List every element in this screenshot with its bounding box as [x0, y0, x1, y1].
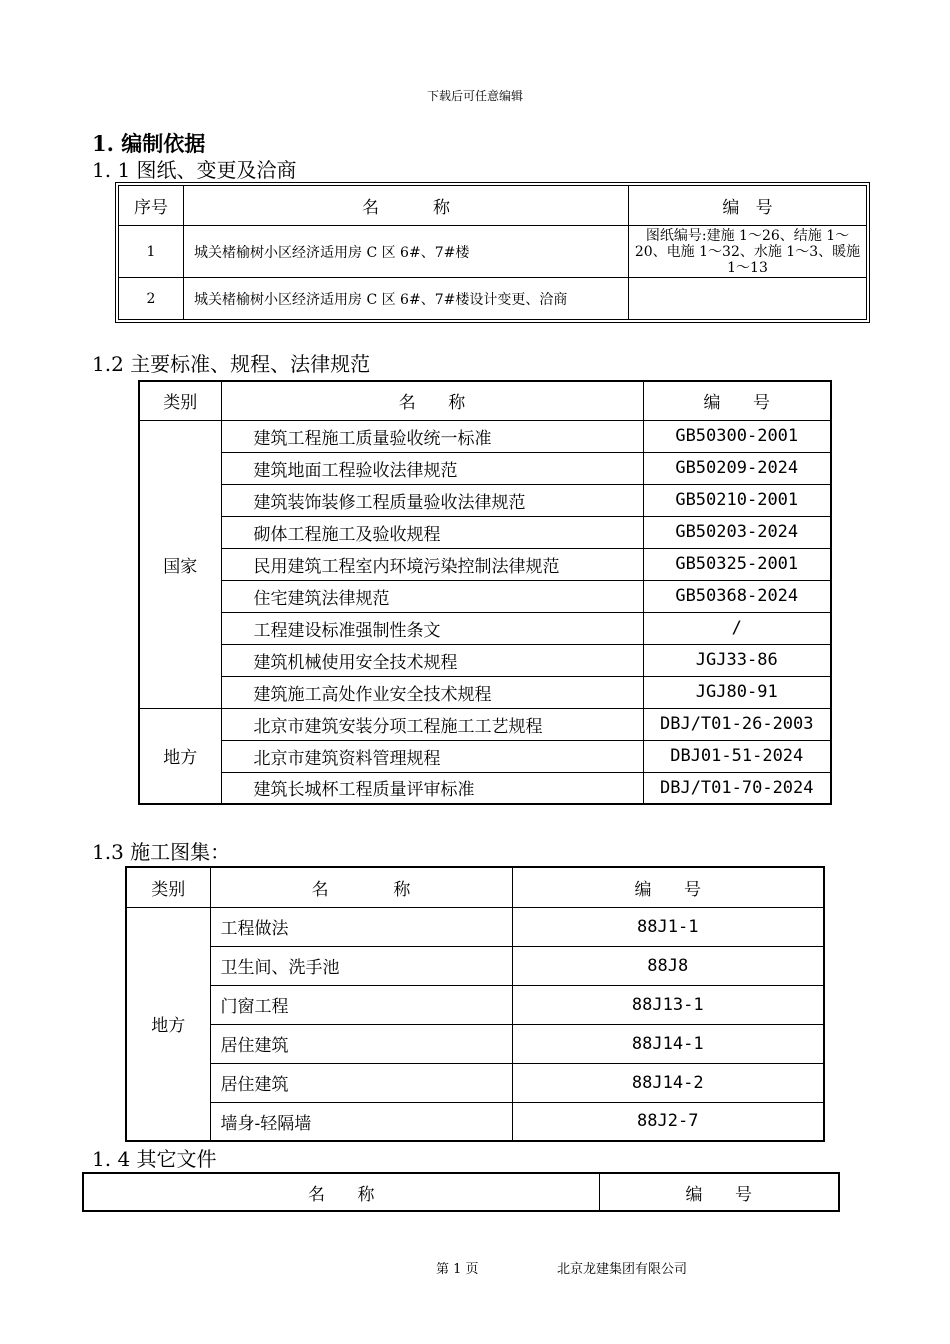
- row-name: 建筑地面工程验收法律规范: [221, 452, 643, 484]
- row-code: DBJ01-51-2024: [643, 740, 831, 772]
- row-code: JGJ33-86: [643, 644, 831, 676]
- row-code: /: [643, 612, 831, 644]
- header-cell: 编 号: [599, 1173, 839, 1211]
- row-code: 图纸编号:建施 1～26、结施 1～20、电施 1～32、水施 1～3、暖施 1～13: [629, 226, 867, 278]
- table-row: [126, 946, 824, 985]
- header-cell: 编 号: [643, 381, 831, 420]
- row-code: 88J8: [512, 946, 824, 985]
- subsection-title-1-2: 1.2 主要标准、规程、法律规范: [92, 352, 371, 376]
- row-name: 工程建设标准强制性条文: [221, 612, 643, 644]
- company-name: 北京龙建集团有限公司: [557, 1262, 688, 1277]
- subsection-title-1-4: 1. 4 其它文件: [92, 1147, 217, 1171]
- table-row: [126, 1063, 824, 1102]
- header-cell: 类别: [126, 867, 210, 907]
- table-row: [139, 452, 831, 484]
- row-name: 建筑长城杯工程质量评审标准: [221, 772, 643, 804]
- table-row: [139, 772, 831, 804]
- row-code: GB50210-2001: [643, 484, 831, 516]
- row-code: 88J14-1: [512, 1024, 824, 1063]
- row-code: GB50203-2024: [643, 516, 831, 548]
- row-name: 建筑施工高处作业安全技术规程: [221, 676, 643, 708]
- row-code: 88J2-7: [512, 1102, 824, 1141]
- row-code: 88J13-1: [512, 985, 824, 1024]
- table-row: [126, 985, 824, 1024]
- header-note: 下载后可任意编辑: [426, 89, 523, 103]
- header-cell: 类别: [139, 381, 221, 420]
- table-row: [139, 740, 831, 772]
- row-name: 北京市建筑安装分项工程施工工艺规程: [221, 708, 643, 740]
- subsection-title-1-1: 1. 1 图纸、变更及洽商: [92, 158, 297, 182]
- atlas-table: [125, 866, 825, 1142]
- row-name: 北京市建筑资料管理规程: [221, 740, 643, 772]
- header-cell: 名 称: [210, 867, 512, 907]
- table-row: [139, 676, 831, 708]
- subsection-title-1-3: 1.3 施工图集：: [92, 840, 231, 864]
- header-cell: 名 称: [83, 1173, 599, 1211]
- row-name: 城关楮榆树小区经济适用房 C 区 6#、7#楼设计变更、洽商: [184, 278, 629, 320]
- row-code: GB50300-2001: [643, 420, 831, 452]
- row-code: [629, 278, 867, 320]
- row-name: 墙身-轻隔墙: [210, 1102, 512, 1141]
- other-docs-table: [82, 1172, 840, 1212]
- category-cell: 地方: [126, 907, 210, 1141]
- table-row: [126, 1024, 824, 1063]
- table-row: [126, 1102, 824, 1141]
- row-name: 民用建筑工程室内环境污染控制法律规范: [221, 548, 643, 580]
- table-row: [139, 644, 831, 676]
- row-code: 88J14-2: [512, 1063, 824, 1102]
- row-code: GB50325-2001: [643, 548, 831, 580]
- page-number: 第 1 页: [436, 1262, 479, 1277]
- row-name: 住宅建筑法律规范: [221, 580, 643, 612]
- row-name: 居住建筑: [210, 1024, 512, 1063]
- header-cell: 编 号: [629, 186, 867, 226]
- table-row: [139, 580, 831, 612]
- category-cell: 地方: [139, 708, 221, 804]
- table-row: [126, 907, 824, 946]
- category-cell: 国家: [139, 420, 221, 708]
- table-row: [139, 420, 831, 452]
- header-cell: 序号: [119, 186, 184, 226]
- table-row: [119, 278, 867, 320]
- row-code: DBJ/T01-70-2024: [643, 772, 831, 804]
- row-name: 建筑工程施工质量验收统一标准: [221, 420, 643, 452]
- header-cell: 名 称: [184, 186, 629, 226]
- row-name: 砌体工程施工及验收规程: [221, 516, 643, 548]
- row-name: 建筑机械使用安全技术规程: [221, 644, 643, 676]
- row-code: JGJ80-91: [643, 676, 831, 708]
- row-name: 居住建筑: [210, 1063, 512, 1102]
- drawings-table: [118, 185, 867, 320]
- row-name: 建筑装饰装修工程质量验收法律规范: [221, 484, 643, 516]
- header-cell: 编 号: [512, 867, 824, 907]
- row-name: 门窗工程: [210, 985, 512, 1024]
- table-row: [139, 484, 831, 516]
- row-name: 城关楮榆树小区经济适用房 C 区 6#、7#楼: [184, 226, 629, 278]
- row-code: DBJ/T01-26-2003: [643, 708, 831, 740]
- row-code: 88J1-1: [512, 907, 824, 946]
- section-title: 1. 编制依据: [92, 131, 206, 156]
- table-row: [139, 612, 831, 644]
- row-code: GB50209-2024: [643, 452, 831, 484]
- standards-table: [138, 380, 832, 805]
- table-row: [119, 226, 867, 278]
- row-number: 2: [119, 278, 184, 320]
- row-name: 卫生间、洗手池: [210, 946, 512, 985]
- row-code: GB50368-2024: [643, 580, 831, 612]
- table-row: [139, 516, 831, 548]
- row-name: 工程做法: [210, 907, 512, 946]
- row-number: 1: [119, 226, 184, 278]
- header-cell: 名 称: [221, 381, 643, 420]
- table-row: [139, 708, 831, 740]
- table-row: [139, 548, 831, 580]
